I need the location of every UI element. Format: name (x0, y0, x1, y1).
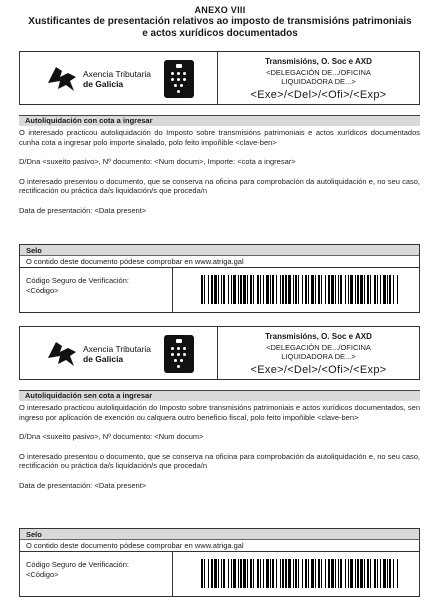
office-title: Transmisións, O. Soc e AXD (265, 57, 372, 66)
agency-name (83, 344, 151, 364)
csv-label (26, 276, 176, 295)
agency-name-line1: Axencia Tributaria (83, 344, 152, 354)
xunta-crest-icon (164, 60, 194, 98)
document-title-line2: e actos xurídicos documentados (142, 28, 298, 39)
csv-label-line1: Código Seguro de Verificación: (26, 560, 129, 569)
seal-title: Selo (20, 245, 419, 256)
atriga-logo-icon (46, 338, 80, 368)
paragraph-presentation: O interesado presentou o documento, que se conserva na oficina para comprobación da autoliquidación e, no seu caso, rectificación ou práctica da/s liquidación/s que proceda/n (19, 451, 420, 470)
seal-box (19, 244, 420, 313)
section-title: Autoliquidación con cota a ingresar (19, 115, 420, 126)
csv-label (26, 560, 176, 579)
receipt-with-payment (19, 51, 420, 295)
document-header (0, 5, 440, 40)
agency-name-line2: de Galicia (83, 79, 124, 89)
paragraph-presentation: O interesado presentou o documento, que se conserva na oficina para comprobación da autoliquidación e, no seu caso, rectificación ou práctica da/s liquidación/s que proceda/n (19, 176, 420, 195)
office-code: <Exe>/<Del>/<Ofi>/<Exp> (250, 364, 387, 376)
csv-label-line1: Código Seguro de Verificación: (26, 276, 129, 285)
paragraph-taxpayer: D/Dna <suxeito pasivo>, Nº documento: <Num docum>, Importe: <cota a ingresar> (19, 157, 296, 166)
office-name-line1: <DELEGACIÓN DE.../OFICINA (266, 68, 371, 77)
barcode-cell (172, 268, 419, 312)
receipt-header (19, 51, 420, 105)
csv-label-line2: <Código> (26, 285, 59, 295)
office-name-line2: LIQUIDADORA DE...> (281, 77, 356, 86)
agency-logo-area (20, 327, 218, 379)
annex-label: ANEXO VIII (194, 5, 246, 15)
barcode-icon (201, 275, 398, 304)
paragraph-declaration: O interesado practicou autoliquidación do Imposto sobre transmisións patrimoniais e actos xurídicos documentados cunha cota a ingresar polo importe sinalado, polo feito impoñible <clave-ben> (19, 128, 420, 147)
seal-verification-text: O contido deste documento pódese comprobar en www.atriga.gal (20, 540, 419, 552)
xunta-crest-icon (164, 335, 194, 373)
paragraph-declaration: O interesado practicou autoliquidación do Imposto sobre transmisións patrimoniais e actos xurídicos documentados, sen ingreso por aplicación de exención ou calquera outro beneficio fiscal, polo feito impoñible <clave-ben> (19, 403, 420, 422)
agency-name-line1: Axencia Tributaria (83, 69, 152, 79)
receipt-header (19, 326, 420, 380)
barcode-icon (201, 559, 398, 588)
seal-title: Selo (20, 529, 419, 540)
document-title-line1: Xustificantes de presentación relativos ao imposto de transmisións patrimoniais (28, 16, 412, 27)
receipt-without-payment (19, 326, 420, 579)
office-name-line2: LIQUIDADORA DE...> (281, 352, 356, 361)
agency-name (83, 69, 151, 89)
agency-name-line2: de Galicia (83, 354, 124, 364)
seal-code-row (20, 268, 419, 312)
csv-label-line2: <Código> (26, 569, 59, 579)
office-name (218, 68, 419, 86)
office-name (218, 343, 419, 361)
office-name-line1: <DELEGACIÓN DE.../OFICINA (266, 343, 371, 352)
office-code: <Exe>/<Del>/<Ofi>/<Exp> (250, 89, 387, 101)
seal-code-row (20, 552, 419, 596)
atriga-logo-icon (46, 63, 80, 93)
barcode-cell (172, 552, 419, 596)
paragraph-taxpayer: D/Dna <suxeito pasivo>, Nº documento: <Num docum> (19, 432, 204, 441)
office-title: Transmisións, O. Soc e AXD (265, 332, 372, 341)
presentation-date: Data de presentación: <Data present> (19, 480, 147, 490)
seal-box (19, 528, 420, 597)
office-info (218, 327, 419, 379)
seal-verification-text: O contido deste documento pódese comprobar en www.atriga.gal (20, 256, 419, 268)
agency-logo-area (20, 52, 218, 104)
office-info (218, 52, 419, 104)
presentation-date: Data de presentación: <Data present> (19, 205, 147, 215)
section-title: Autoliquidación sen cota a ingresar (19, 390, 420, 401)
